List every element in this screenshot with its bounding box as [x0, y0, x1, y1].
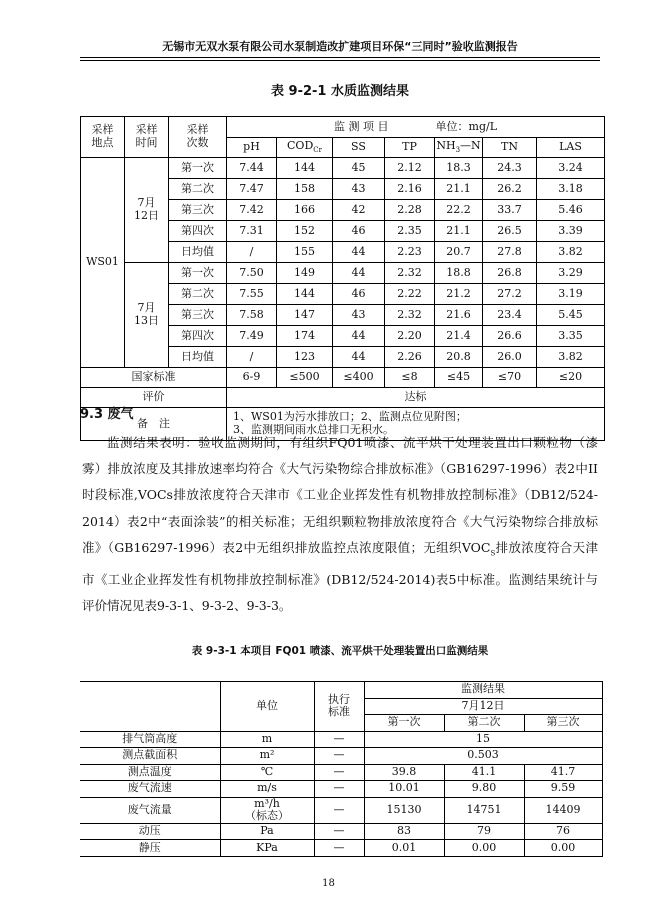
value-cell: 21.4: [435, 326, 483, 347]
hdr-items: [227, 117, 605, 138]
value-cell: 2.22: [385, 284, 435, 305]
value-cell: 22.2: [435, 200, 483, 221]
value-cell: 21.2: [435, 284, 483, 305]
param-tp: TP: [385, 138, 435, 158]
value-cell: 21.1: [435, 221, 483, 242]
value-cell: 20.8: [435, 347, 483, 368]
t2-header-row-1: [80, 682, 602, 699]
value-cell: 26.0: [483, 347, 537, 368]
value-cell: 2.32: [385, 305, 435, 326]
value-cell: 174: [277, 326, 333, 347]
value-cell: 14751: [444, 797, 524, 823]
standard-cell: ≤8: [385, 368, 435, 388]
standard-cell: ≤400: [333, 368, 385, 388]
param-tn: TN: [483, 138, 537, 158]
value-cell: 14409: [524, 797, 602, 823]
value-cell: 158: [277, 179, 333, 200]
value-cell: 3.24: [537, 158, 605, 179]
value-cell: 166: [277, 200, 333, 221]
page-header: 无锡市无双水泵有限公司水泵制造改扩建项目环保“三同时”验收监测报告: [162, 40, 518, 53]
site-cell: WS01: [81, 158, 125, 368]
value-cell: 26.8: [483, 263, 537, 284]
run-label: 第四次: [169, 221, 227, 242]
standard-row: [81, 368, 605, 388]
item-cell: 测点截面积: [80, 748, 220, 765]
value-cell: 7.42: [227, 200, 277, 221]
standard-cell: ≤70: [483, 368, 537, 388]
page-number: 18: [322, 878, 335, 889]
table-row: [80, 781, 602, 798]
value-cell: 41.7: [524, 764, 602, 781]
value-cell: 10.01: [364, 781, 444, 798]
header-rule: [80, 57, 600, 58]
run-label: 第二次: [169, 284, 227, 305]
value-cell: 26.6: [483, 326, 537, 347]
value-cell: 3.39: [537, 221, 605, 242]
t1-header-row-1: [81, 117, 605, 138]
water-quality-table: [80, 116, 605, 441]
evaluation-label: 评价: [81, 388, 227, 408]
table-row: [80, 823, 602, 840]
table2-title: 表 9-3-1 本项目 FQ01 喷漆、流平烘干处理装置出口监测结果: [191, 645, 489, 657]
value-cell: 18.3: [435, 158, 483, 179]
item-cell: 动压: [80, 823, 220, 840]
standard-label: 国家标准: [81, 368, 227, 388]
value-cell: 2.20: [385, 326, 435, 347]
t2-hdr-unit: 单位: [220, 682, 314, 732]
value-cell: 2.16: [385, 179, 435, 200]
t2-hdr-run-1: 第一次: [364, 715, 444, 732]
value-cell: 2.32: [385, 263, 435, 284]
run-label: 第三次: [169, 200, 227, 221]
unit-cell: m³/h （标态）: [220, 797, 314, 823]
standard-cell: ≤20: [537, 368, 605, 388]
value-cell: 147: [277, 305, 333, 326]
t2-hdr-date: 7月12日: [364, 698, 602, 715]
value-cell: 46: [333, 284, 385, 305]
param-nh3n: $NH_3—N$: [435, 138, 483, 158]
unit-cell: m/s: [220, 781, 314, 798]
date-cell: 7月 13日: [125, 263, 169, 368]
unit-cell: m: [220, 731, 314, 748]
value-cell: 152: [277, 221, 333, 242]
value-cell: 46: [333, 221, 385, 242]
value-cell: 43: [333, 179, 385, 200]
run-label: 日均值: [169, 242, 227, 263]
standard-cell: ≤45: [435, 368, 483, 388]
value-cell: 83: [364, 823, 444, 840]
value-cell: 44: [333, 242, 385, 263]
value-cell: 5.45: [537, 305, 605, 326]
unit-cell: ℃: [220, 764, 314, 781]
t2-hdr-run-3: 第三次: [524, 715, 602, 732]
value-cell: 123: [277, 347, 333, 368]
value-cell: 5.46: [537, 200, 605, 221]
value-cell: 20.7: [435, 242, 483, 263]
value-cell: 44: [333, 347, 385, 368]
header-rule-thin: [80, 60, 600, 61]
value-cell: /: [227, 242, 277, 263]
value-cell: 2.26: [385, 347, 435, 368]
value-cell: 0.00: [444, 840, 524, 857]
table-row: [80, 748, 602, 765]
value-cell: 41.1: [444, 764, 524, 781]
value-cell: 155: [277, 242, 333, 263]
value-cell: 7.49: [227, 326, 277, 347]
std-cell: —: [314, 840, 364, 857]
t2-body: [80, 731, 602, 856]
std-cell: —: [314, 764, 364, 781]
item-cell: 废气流量: [80, 797, 220, 823]
param-las: LAS: [537, 138, 605, 158]
value-cell: 15130: [364, 797, 444, 823]
item-cell: 废气流速: [80, 781, 220, 798]
value-cell: 149: [277, 263, 333, 284]
unit-cell: Pa: [220, 823, 314, 840]
value-cell: 3.29: [537, 263, 605, 284]
t2-hdr-std: 执行 标准: [314, 682, 364, 732]
date-cell: 7月 12日: [125, 158, 169, 263]
standard-cell: 6-9: [227, 368, 277, 388]
hdr-site: 采样 地点: [81, 117, 125, 158]
value-cell: 7.47: [227, 179, 277, 200]
standard-cell: ≤500: [277, 368, 333, 388]
value-cell: 76: [524, 823, 602, 840]
run-label: 日均值: [169, 347, 227, 368]
run-label: 第四次: [169, 326, 227, 347]
value-cell: 23.4: [483, 305, 537, 326]
value-cell: 0.01: [364, 840, 444, 857]
value-cell: 44: [333, 263, 385, 284]
item-cell: 排气筒高度: [80, 731, 220, 748]
value-cell: 79: [444, 823, 524, 840]
value-cell: 0.503: [364, 748, 602, 765]
run-label: 第三次: [169, 305, 227, 326]
value-cell: 7.55: [227, 284, 277, 305]
unit-cell: m²: [220, 748, 314, 765]
std-cell: —: [314, 797, 364, 823]
std-cell: —: [314, 781, 364, 798]
value-cell: 7.31: [227, 221, 277, 242]
exhaust-monitoring-table: [80, 681, 603, 857]
std-cell: —: [314, 823, 364, 840]
value-cell: 7.44: [227, 158, 277, 179]
item-cell: 测点温度: [80, 764, 220, 781]
table-row: [80, 764, 602, 781]
item-cell: 静压: [80, 840, 220, 857]
table-row: [81, 158, 605, 179]
run-label: 第二次: [169, 179, 227, 200]
table-row: [80, 731, 602, 748]
value-cell: 3.18: [537, 179, 605, 200]
value-cell: 18.8: [435, 263, 483, 284]
value-cell: 144: [277, 158, 333, 179]
value-cell: 24.3: [483, 158, 537, 179]
value-cell: 15: [364, 731, 602, 748]
value-cell: 39.8: [364, 764, 444, 781]
section-title: 9.3 废气: [80, 407, 134, 422]
value-cell: 43: [333, 305, 385, 326]
hdr-time: 采样 时间: [125, 117, 169, 158]
std-cell: —: [314, 748, 364, 765]
value-cell: 7.58: [227, 305, 277, 326]
unit-cell: KPa: [220, 840, 314, 857]
section-paragraph: 监测结果表明：验收监测期间，有组织FQ01喷漆、流平烘干处理装置出口颗粒物（漆雾）排放浓度及其排放速率均符合《大气污染物综合排放标准》（GB16297-1996）表2中II时段标准,VOCs排放浓度符合天津市《工业企业挥发性有机物排放控制标准》（DB12/524-2014）表2中“表面涂装”的相关标准；无组织颗粒物排放浓度符合《大气污染物综合排放标准》（GB16297-1996）表2中无组织排放监控点浓度限值；无组织$VOC_S$排放浓度符合天津市《工业企业挥发性有机物排放控制标准》(DB12/524-2014)表5中标准。监测结果统计与评价情况见表9-3-1、9-3-2、9-3-3。: [82, 435, 598, 613]
table-row: [80, 797, 602, 823]
value-cell: 26.2: [483, 179, 537, 200]
value-cell: 27.8: [483, 242, 537, 263]
value-cell: 9.59: [524, 781, 602, 798]
value-cell: 27.2: [483, 284, 537, 305]
hdr-times: 采样 次数: [169, 117, 227, 158]
remark-label: 备 注: [81, 408, 227, 441]
table1-title: 表 9-2-1 水质监测结果: [271, 84, 409, 99]
std-cell: —: [314, 731, 364, 748]
remark-line-1: 1、WS01为污水排放口；2、监测点位见附图；: [233, 410, 467, 424]
value-cell: 42: [333, 200, 385, 221]
value-cell: 3.19: [537, 284, 605, 305]
param-ss: SS: [333, 138, 385, 158]
value-cell: 2.35: [385, 221, 435, 242]
value-cell: /: [227, 347, 277, 368]
value-cell: 7.50: [227, 263, 277, 284]
value-cell: 2.28: [385, 200, 435, 221]
evaluation-value: 达标: [227, 388, 605, 408]
remark-line-2: 3、监测期间雨水总排口无积水。: [233, 423, 394, 436]
param-cod: $COD_{Cr}$: [277, 138, 333, 158]
value-cell: 0.00: [524, 840, 602, 857]
value-cell: 33.7: [483, 200, 537, 221]
value-cell: 144: [277, 284, 333, 305]
value-cell: 44: [333, 326, 385, 347]
value-cell: 21.1: [435, 179, 483, 200]
value-cell: 3.82: [537, 347, 605, 368]
t2-hdr-result: 监测结果: [364, 682, 602, 699]
value-cell: 9.80: [444, 781, 524, 798]
value-cell: 2.23: [385, 242, 435, 263]
evaluation-row: [81, 388, 605, 408]
run-label: 第一次: [169, 158, 227, 179]
run-label: 第一次: [169, 263, 227, 284]
table-row: [80, 840, 602, 857]
value-cell: 3.35: [537, 326, 605, 347]
value-cell: 2.12: [385, 158, 435, 179]
t2-hdr-run-2: 第二次: [444, 715, 524, 732]
hdr-items-label: 监 测 项 目: [334, 119, 389, 133]
value-cell: 21.6: [435, 305, 483, 326]
table-row: [81, 263, 605, 284]
param-ph: pH: [227, 138, 277, 158]
value-cell: 45: [333, 158, 385, 179]
hdr-unit: 单位：mg/L: [435, 119, 497, 133]
value-cell: 26.5: [483, 221, 537, 242]
value-cell: 3.82: [537, 242, 605, 263]
t1-body: [81, 158, 605, 441]
